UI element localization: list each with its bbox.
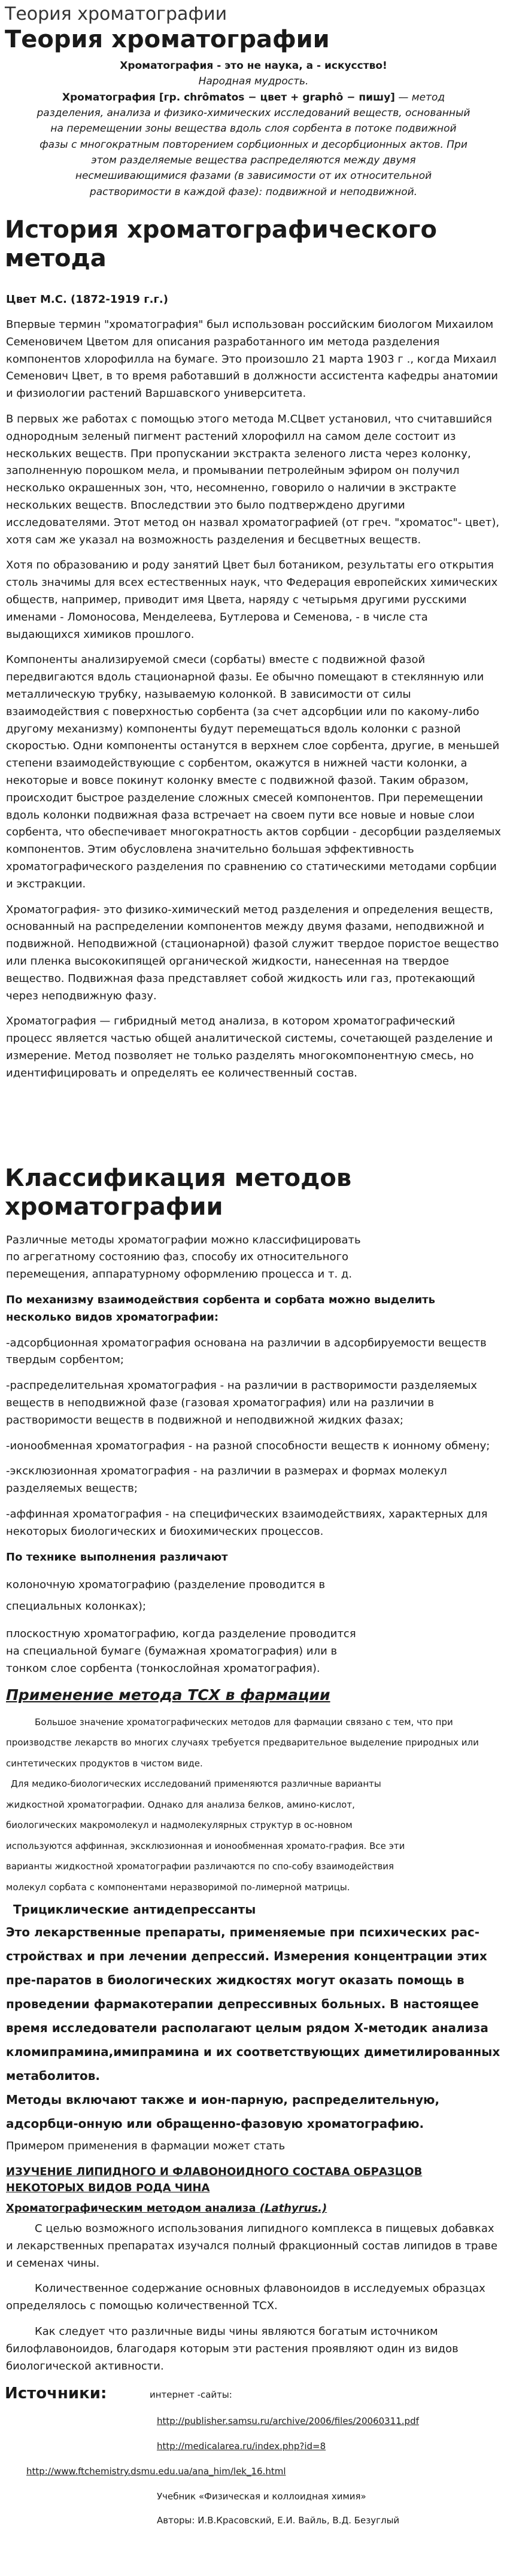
- mechanism-item: -адсорбционная хроматография основана на различии в адсорбируемости веществ твердым сорбентом;: [6, 1336, 487, 1367]
- example-line: Примером применения в фармации может стать: [6, 2140, 286, 2153]
- main-title: Теория хроматографии: [5, 26, 330, 53]
- mechanism-item: -аффинная хроматография - на специфических взаимодействиях, характерных для некоторых биологических и биохимических процессов.: [6, 1507, 488, 1538]
- tricyclic-text: Это лекарственные препараты, применяемые при психических рас-стройствах и при лечении депрессий. Измерения концентрации этих пре-паратов в биологических жидкостях могут оказать помощь в проведении фармакотерапии депрессивных больных. В настоящее время исследователи располагают целым рядом Х-методик анализа кломипрамина,имипрамина и их соответствующих диметилированных метаболитов.: [6, 1925, 500, 2084]
- method-line: [6, 2202, 501, 2215]
- textbook-title: Учебник «Физическая и коллоидная химия»: [157, 2491, 366, 2502]
- method-line-text: Хроматографическим методом анализа: [6, 2202, 256, 2215]
- definition-text: — метод разделения, анализа и физико-химических исследований веществ, основанный на перемещении зоны вещества вдоль слоя сорбента в потоке подвижной фазы с многократным повторением сорбционных и десорбционных актов. При этом разделяемые вещества распределяются между двумя несмешивающимися фазами (в зависимости от их относительной растворимости в каждой фазе): подвижной и неподвижной.: [37, 91, 470, 198]
- document-title: Теория хроматографии: [5, 4, 227, 25]
- pharmacy-paragraph: Большое значение хроматографических методов для фармации связано с тем, что при производстве лекарств во многих случаях требуется предварительное выделение природных или синтетических продуктов в чистом виде.: [6, 1716, 479, 1769]
- technique-item: плоскостную хроматографию, когда разделение проводится на специальной бумаге (бумажная хроматография) или в тонком слое сорбента (тонкослойная хроматография).: [6, 1628, 356, 1675]
- history-paragraph: В первых же работах с помощью этого метода М.СЦвет установил, что считавшийся однородным зеленый пигмент растений хлорофилл на самом деле состоит из нескольких веществ. При пропускании экстракта зеленого листа через колонку, заполненную порошком мела, и промывании петролейным эфиром он получил несколько окрашенных зон, что, несомненно, говорило о наличии в экстракте нескольких веществ. Впоследствии это было подтверждено другими исследователями. Этот метод он назвал хроматографией (от греч. "хроматос"- цвет), хотя сам же указал на возможность разделения и бесцветных веществ.: [6, 413, 500, 546]
- history-heading: История хроматографического метода: [5, 216, 437, 273]
- pharmacy-paragraph: Для медико-биологических исследований применяются различные варианты жидкостной хроматографии. Однако для анализа белков, амино-кислот, биологических макромолекул и надмолекулярных структур в ос-новном используются аффинная, эксклюзионная и ионообменная хромато-графия. Все эти варианты жидкостной хроматографии различаются по спо-собу взаимодействия молекул сорбата с компонентами неразворимой по-лимерной матрицы.: [6, 1778, 405, 1893]
- mechanism-item: -распределительная хроматография - на различии в растворимости разделяемых веществ в неподвижной фазе (газовая хроматография) или на различии в растворимости веществ в подвижной и неподвижной жидких фазах;: [6, 1379, 478, 1427]
- history-paragraph: Хроматография — гибридный метод анализа, в котором хроматографический процесс является частью общей аналитической системы, сочетающей разделение и измерение. Метод позволяет не только разделять многокомпонентную смесь, но идентифицировать и определять ее количественный состав.: [6, 1015, 493, 1079]
- sources-heading: Источники:: [5, 2385, 107, 2403]
- definition: [36, 90, 471, 200]
- methods-text: Методы включают также и ион-парную, распределительную, адсорбци-онную или обращенно-фазовую хроматографию.: [6, 2093, 440, 2131]
- mechanism-item: -ионообменная хроматография - на разной способности веществ к ионному обмену;: [6, 1439, 490, 1452]
- epigraph-quote: Хроматография - это не наука, а - искусство!: [120, 60, 387, 72]
- classification-intro: Различные методы хроматографии можно классифицировать по агрегатному состоянию фаз, способу их относительного перемещения, аппаратурному оформлению процесса и т. д.: [6, 1233, 361, 1281]
- textbook-authors: Авторы: И.В.Красовский, Е.И. Вайль, В.Д. Безуглый: [157, 2515, 400, 2526]
- epigraph-attribution: Народная мудрость.: [198, 75, 309, 88]
- source-link[interactable]: http://www.ftchemistry.dsmu.edu.ua/ana_him/lek_16.html: [26, 2466, 286, 2477]
- study-paragraph: Как следует что различные виды чины являются богатым источником билофлавоноидов, благодаря которым эти растения проявляют один из видов биологической активности.: [6, 2325, 459, 2373]
- study-title: ИЗУЧЕНИЕ ЛИПИДНОГО И ФЛАВОНОИДНОГО СОСТАВА ОБРАЗЦОВ НЕКОТОРЫХ ВИДОВ РОДА ЧИНА: [6, 2166, 423, 2194]
- source-link[interactable]: http://medicalarea.ru/index.php?id=8: [157, 2441, 326, 2452]
- definition-term: Хроматография [гр. chrômatos − цвет + graphô − пишу]: [62, 91, 395, 104]
- technique-item: колоночную хроматографию (разделение проводится в специальных колонках);: [6, 1579, 326, 1613]
- epigraph: [36, 58, 471, 200]
- pharmacy-heading: Применение метода ТСХ в фармации: [6, 1686, 330, 1704]
- history-paragraph: Хроматография- это физико-химический метод разделения и определения веществ, основанный на распределении компонентов между двумя фазами, неподвижной и подвижной. Неподвижной (стационарной) фазой служит твердое пористое вещество или пленка высококипящей органической жидкости, нанесенная на твердое вещество. Подвижная фаза представляет собой жидкость или газ, протекающий через неподвижную фазу.: [6, 903, 499, 1002]
- history-paragraph: Компоненты анализируемой смеси (сорбаты) вместе с подвижной фазой передвигаются вдоль стационарной фазы. Ее обычно помещают в стеклянную или металлическую трубку, называемую колонкой. В зависимости от силы взаимодействия с поверхностью сорбента (за счет адсорбции или по какому-либо другому механизму) компоненты будут перемещаться вдоль колонки с разной скоростью. Одни компоненты останутся в верхнем слое сорбента, другие, в меньшей степени взаимодействующие с сорбентом, окажутся в нижней части колонки, а некоторые и вовсе покинут колонку вместе с подвижной фазой. Таким образом, происходит быстрое разделение сложных смесей компонентов. При перемещении вдоль колонки подвижная фаза встречает на своем пути все новые и новые слои сорбента, что обеспечивает многократность актов сорбции - десорбции разделяемых компонентов. Этим обусловлена значительно большая эффективность хроматографического разделения по сравнению со статическими методами сорбции и экстракции.: [6, 653, 501, 890]
- history-paragraph: Впервые термин "хроматография" был использован российским биологом Михаилом Семеновичем Цветом для описания разработанного им метода разделения компонентов хлорофилла на бумаге. Это произошло 21 марта 1903 г ., когда Михаил Семенович Цвет, в то время работавший в должности ассистента кафедры анатомии и физиологии растений Варшавского университета.: [6, 318, 498, 400]
- sources-section: [0, 2385, 507, 2576]
- study-paragraph: Количественное содержание основных флавоноидов в исследуемых образцах определялось с помощью количественной ТСХ.: [6, 2282, 485, 2313]
- history-paragraph: Хотя по образованию и роду занятий Цвет был ботаником, результаты его открытия столь значимы для всех естественных наук, что Федерация европейских химических обществ, например, приводит имя Цвета, наряду с четырьмя другими русскими именами - Ломоносова, Менделеева, Бутлерова и Семенова, - в числе ста выдающихся химиков прошлого.: [6, 559, 498, 641]
- method-species: (Lathyrus.): [259, 2202, 327, 2215]
- source-link[interactable]: http://publisher.samsu.ru/archive/2006/files/20060311.pdf: [157, 2416, 419, 2427]
- tricyclic-header: Трициклические антидепрессанты: [13, 1902, 256, 1917]
- study-paragraph: С целью возможного использования липидного комплекса в пищевых добавках и лекарственных препаратах изучался полный фракционный состав липидов в траве и семенах чины.: [6, 2222, 498, 2270]
- mechanism-header: По механизму взаимодействия сорбента и сорбата можно выделить несколько видов хроматографии:: [6, 1293, 435, 1324]
- internet-label: интернет -сайты:: [150, 2389, 232, 2401]
- classification-heading: Классификация методов хроматографии: [5, 1164, 352, 1221]
- mechanism-item: -эксклюзионная хроматография - на различии в размерах и формах молекул разделяемых веществ;: [6, 1465, 447, 1495]
- technique-header: По технике выполнения различают: [6, 1550, 228, 1564]
- history-author: Цвет М.С. (1872-1919 г.г.): [6, 293, 168, 306]
